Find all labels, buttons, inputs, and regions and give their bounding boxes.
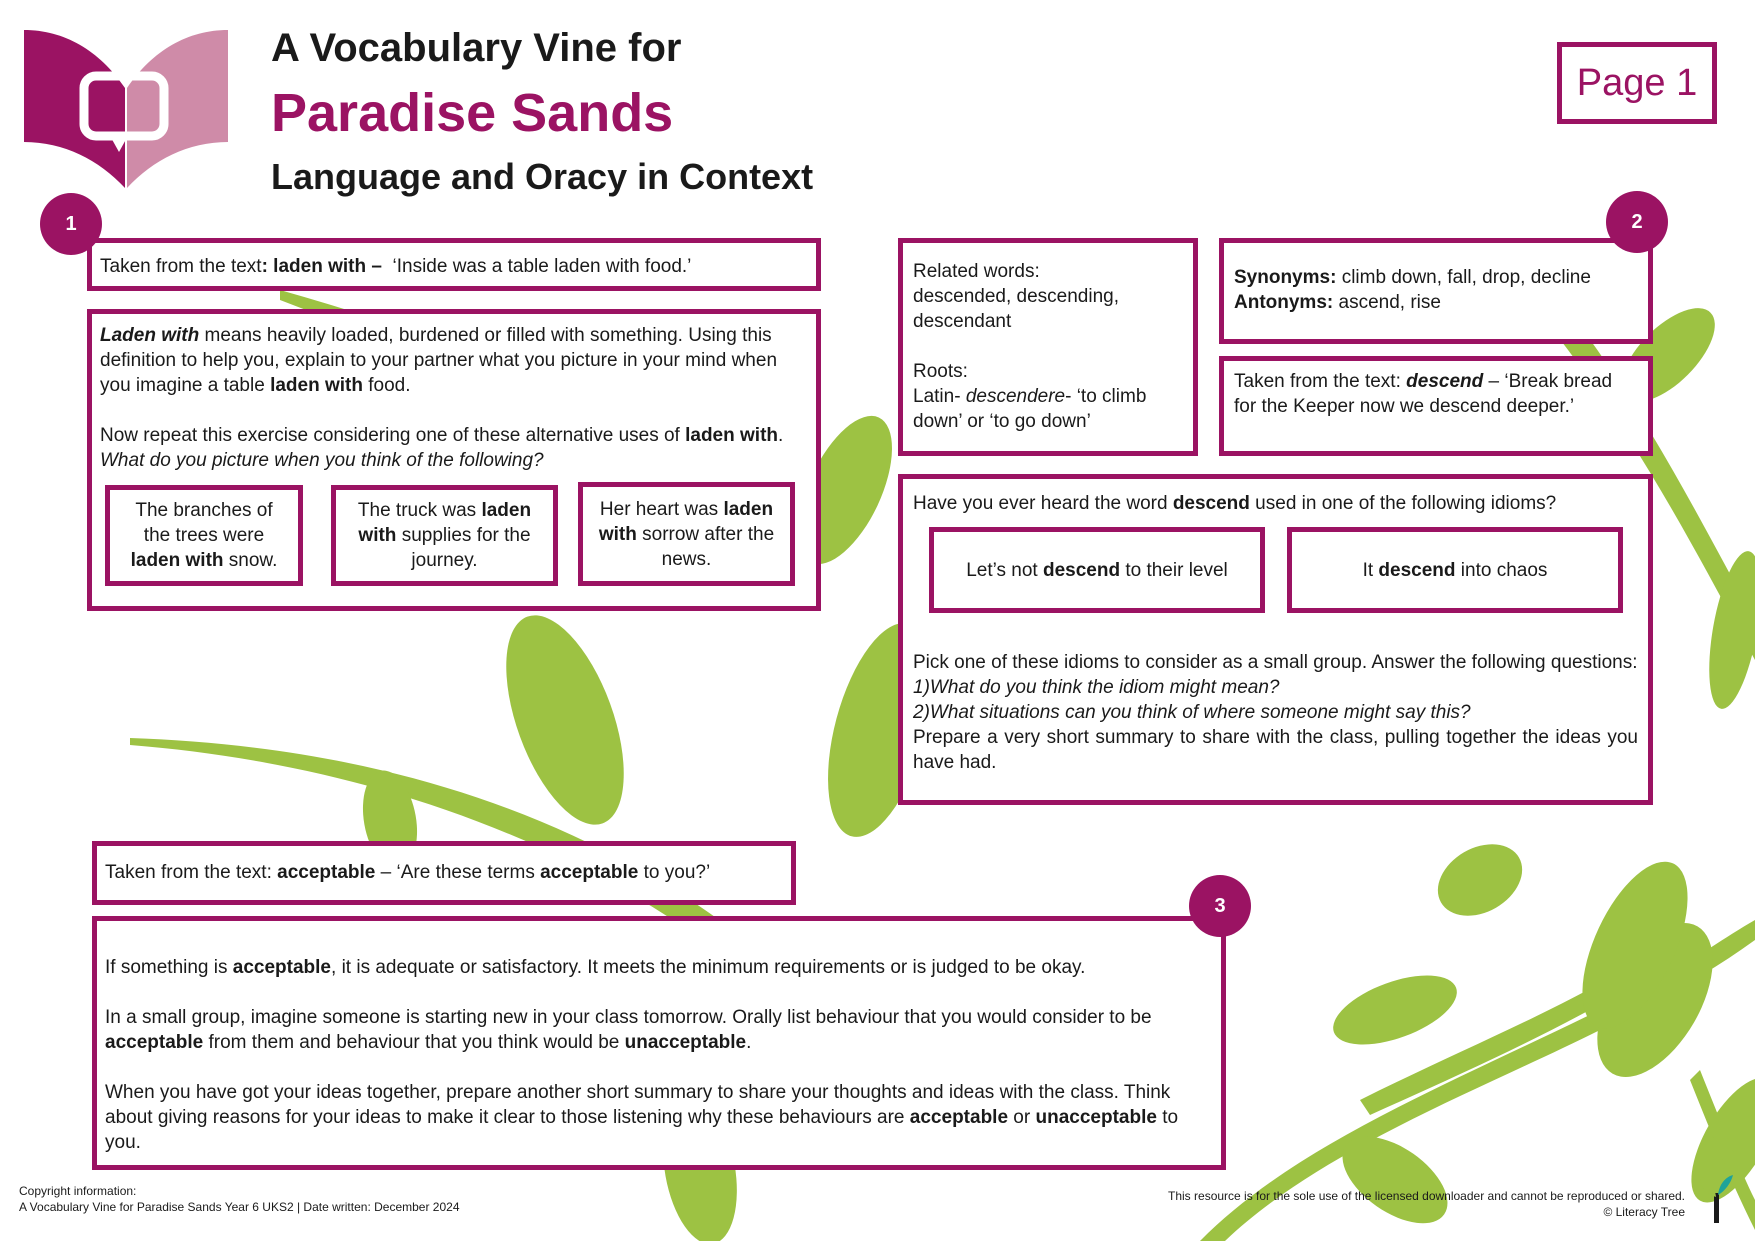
s1-repeat-dot: . bbox=[778, 425, 784, 446]
s3-taken-e: to you?’ bbox=[638, 862, 711, 883]
s2-q1: 1)What do you think the idiom might mean? bbox=[913, 677, 1280, 698]
page-subtitle: Language and Oracy in Context bbox=[271, 156, 814, 197]
s3-p3-e: to you. bbox=[105, 1107, 1179, 1153]
s3-p1 bbox=[105, 955, 1213, 980]
ex3-c: sorrow after the news. bbox=[636, 523, 775, 570]
s2-related-label: Related words: bbox=[913, 261, 1040, 282]
s3-taken-a: Taken from the text: bbox=[105, 862, 278, 883]
s2-idiom-q-c: used in one of the following idioms? bbox=[1249, 493, 1557, 514]
s3-p3-d: unacceptable bbox=[1035, 1107, 1157, 1128]
s2-roots-label: Roots: bbox=[913, 361, 968, 382]
s3-taken-box bbox=[92, 841, 796, 905]
s2-roots-a: Latin- bbox=[913, 386, 966, 407]
ex1-a: The branches of the trees were bbox=[135, 500, 273, 546]
s1-example-3 bbox=[578, 482, 795, 586]
s2-syn-label: Synonyms: bbox=[1234, 267, 1337, 288]
s1-def-text: means heavily loaded, burdened or filled with something. Using this definition to help you, explain to your partner what you picture in your mind when you imagine a table bbox=[100, 325, 778, 396]
s1-repeat-bold: laden with bbox=[685, 425, 779, 446]
s3-p3 bbox=[105, 1080, 1213, 1155]
copyright-info bbox=[19, 1183, 460, 1215]
ex3-a: Her heart was bbox=[599, 498, 724, 520]
s2-related-box bbox=[898, 238, 1198, 456]
ex2-a: The truck was bbox=[357, 500, 482, 521]
s3-p1-a: If something is bbox=[105, 957, 233, 978]
s2-prepare: Prepare a very short summary to share with the class, pulling together the ideas you have had. bbox=[913, 727, 1638, 773]
s3-p2-b: acceptable bbox=[105, 1032, 204, 1053]
section-number-3: 3 bbox=[1189, 875, 1251, 937]
s3-taken-b: acceptable bbox=[277, 862, 376, 883]
s3-p2-c: from them and behaviour that you think would be bbox=[203, 1032, 625, 1053]
idiom2-c: into chaos bbox=[1455, 559, 1548, 581]
s3-taken-d: acceptable bbox=[540, 862, 639, 883]
brand-text: © Literacy Tree bbox=[1603, 1205, 1685, 1219]
s3-p3-b: acceptable bbox=[909, 1107, 1009, 1128]
ex1-c: snow. bbox=[223, 550, 278, 571]
s2-taken-word: descend bbox=[1406, 371, 1484, 392]
s2-taken-prefix: Taken from the text: bbox=[1234, 371, 1407, 392]
s3-p2-a: In a small group, imagine someone is starting new in your class tomorrow. Orally list behaviour that you would consider to be bbox=[105, 1007, 1152, 1028]
s2-idiom-1 bbox=[929, 527, 1265, 613]
page-title: Paradise Sands bbox=[271, 83, 674, 143]
s2-idiom-2 bbox=[1287, 527, 1623, 613]
copyright-label: Copyright information: bbox=[19, 1184, 137, 1198]
s1-taken-word: : laden with – bbox=[261, 256, 382, 277]
s2-idiom-q-a: Have you ever heard the word bbox=[913, 493, 1173, 514]
s1-def-bold: laden with bbox=[270, 375, 363, 396]
s2-idiom-box bbox=[898, 474, 1653, 805]
ex2-c: supplies for the journey. bbox=[396, 525, 531, 571]
s3-p1-b: acceptable bbox=[232, 957, 332, 978]
ex3-b: laden with bbox=[598, 498, 774, 545]
s1-definition bbox=[100, 323, 808, 398]
s1-taken-prefix: Taken from the text bbox=[100, 256, 262, 277]
s2-antonyms bbox=[1234, 290, 1638, 315]
s2-pick-text: Pick one of these idioms to consider as a small group. Answer the following questions: bbox=[913, 652, 1638, 673]
s2-idiom-q-b: descend bbox=[1172, 493, 1250, 514]
s1-example-2 bbox=[331, 485, 558, 586]
s1-repeat-text: Now repeat this exercise considering one of these alternative uses of bbox=[100, 425, 686, 446]
s2-syn-words: climb down, fall, drop, decline bbox=[1336, 267, 1591, 288]
s2-roots-b: - ‘to climb down’ or ‘to go down’ bbox=[913, 386, 1147, 432]
s2-synonyms-box bbox=[1219, 238, 1653, 344]
section-number-1: 1 bbox=[40, 193, 102, 255]
s2-task bbox=[913, 650, 1638, 775]
s3-p3-a: When you have got your ideas together, prepare another short summary to share your thoughts and ideas with the class. Think about giving reasons for your ideas to make it clear to those listening why these behaviours are bbox=[105, 1082, 1171, 1128]
s1-def-end: food. bbox=[362, 375, 411, 396]
s3-p3-c: or bbox=[1008, 1107, 1036, 1128]
literacy-tree-icon bbox=[1697, 1175, 1737, 1223]
header-line1: A Vocabulary Vine for bbox=[271, 26, 682, 70]
idiom1-b: descend bbox=[1042, 559, 1121, 581]
s2-related-words: descended, descending, descendant bbox=[913, 286, 1119, 332]
s3-p1-c: , it is adequate or satisfactory. It meets the minimum requirements or is judged to be okay. bbox=[331, 957, 1086, 978]
section-number-2: 2 bbox=[1606, 191, 1668, 253]
s2-taken-box bbox=[1219, 356, 1653, 456]
s3-p2-e: . bbox=[746, 1032, 752, 1053]
open-book-speech-bubble-icon bbox=[24, 30, 228, 188]
s2-idiom-question bbox=[913, 491, 1638, 516]
s2-ant-words: ascend, rise bbox=[1333, 292, 1441, 313]
s2-ant-label: Antonyms: bbox=[1234, 292, 1334, 313]
s3-p2-d: unacceptable bbox=[624, 1032, 747, 1053]
copyright-text: A Vocabulary Vine for Paradise Sands Year 6 UKS2 | Date written: December 2024 bbox=[19, 1200, 460, 1214]
ex1-b: laden with bbox=[130, 550, 224, 571]
license-text: This resource is for the sole use of the licensed downloader and cannot be reproduced or shared. bbox=[1168, 1189, 1685, 1203]
idiom1-c: to their level bbox=[1120, 559, 1228, 581]
idiom2-a: It bbox=[1362, 559, 1379, 581]
s3-main-box bbox=[92, 916, 1226, 1170]
idiom1-a: Let’s not bbox=[966, 559, 1043, 581]
s1-repeat-italic: What do you picture when you think of the following? bbox=[100, 450, 544, 471]
ex2-b: laden with bbox=[358, 500, 532, 546]
s3-p2 bbox=[105, 1005, 1213, 1055]
s2-synonyms bbox=[1234, 265, 1638, 290]
s2-q2: 2)What situations can you think of where someone might say this? bbox=[913, 702, 1471, 723]
s1-def-word: Laden with bbox=[100, 325, 200, 346]
s2-roots bbox=[913, 384, 1183, 434]
s1-example-1 bbox=[105, 485, 303, 586]
s2-taken-quote: – ‘Break bread for the Keeper now we descend deeper.’ bbox=[1234, 371, 1613, 417]
s1-taken-quote: ‘Inside was a table laden with food.’ bbox=[392, 256, 692, 277]
s3-taken-c: – ‘Are these terms bbox=[375, 862, 541, 883]
s1-taken-box bbox=[87, 238, 821, 291]
idiom2-b: descend bbox=[1378, 559, 1456, 581]
s2-roots-word: descendere bbox=[965, 386, 1066, 407]
license-info bbox=[1168, 1188, 1685, 1220]
page-label: Page 1 bbox=[1557, 42, 1717, 124]
s1-repeat bbox=[100, 423, 808, 473]
